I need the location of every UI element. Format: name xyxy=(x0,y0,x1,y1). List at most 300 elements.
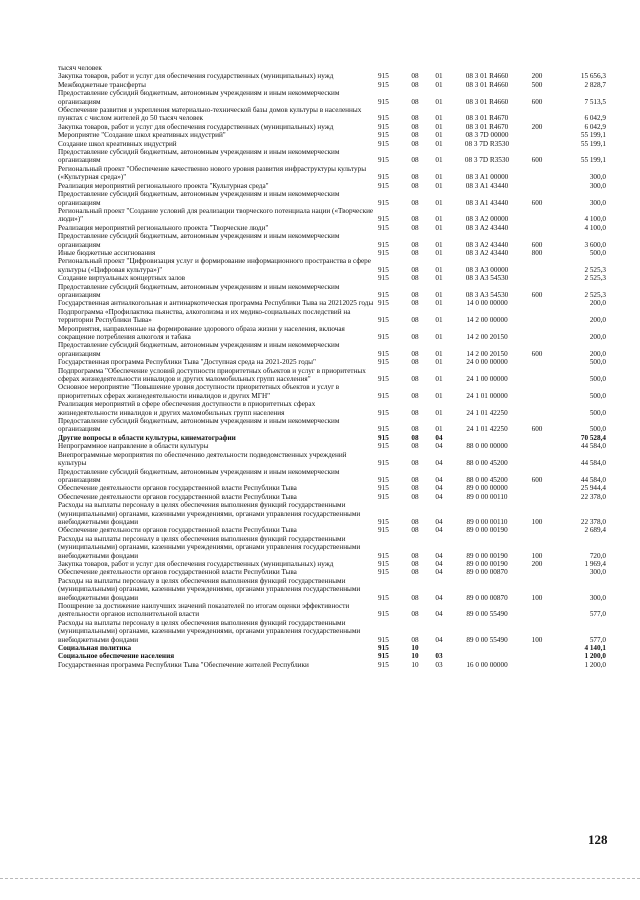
table-row xyxy=(58,417,606,434)
row-expense-type: 500 xyxy=(531,80,543,89)
row-gr-code: 915 xyxy=(378,660,389,669)
row-gr-code: 915 xyxy=(378,644,389,653)
table-row xyxy=(58,434,606,442)
table-row xyxy=(58,577,606,602)
row-amount: 300,0 xyxy=(589,593,606,602)
row-expense-type: 800 xyxy=(531,248,543,257)
row-target-article: 14 0 00 00000 xyxy=(466,299,508,308)
row-subsection-code: 01 xyxy=(435,215,443,224)
table-row xyxy=(58,131,606,139)
row-section-code: 08 xyxy=(411,198,419,207)
row-subsection-code: 04 xyxy=(435,475,443,484)
table-row xyxy=(58,501,606,526)
row-expense-type: 600 xyxy=(531,97,543,106)
row-gr-code: 915 xyxy=(378,223,389,232)
row-subsection-code: 04 xyxy=(435,442,443,451)
row-gr-code: 915 xyxy=(378,391,389,400)
row-name: Предоставление субсидий бюджетным, автономным учреждениям и иным некоммерческим организациям xyxy=(58,232,340,249)
row-amount: 200,0 xyxy=(589,299,606,308)
row-section-code: 10 xyxy=(411,652,419,661)
table-row xyxy=(58,190,606,207)
row-section-code: 08 xyxy=(411,526,419,535)
row-name: Предоставление субсидий бюджетным, автономным учреждениям и иным некоммерческим организациям xyxy=(58,417,340,434)
row-gr-code: 915 xyxy=(378,433,389,442)
row-amount: 2 525,3 xyxy=(584,290,606,299)
row-name: Закупка товаров, работ и услуг для обеспечения государственных (муниципальных) нужд xyxy=(58,72,334,81)
table-row xyxy=(58,89,606,106)
row-name: Предоставление субсидий бюджетным, автономным учреждениям и иным некоммерческим организациям xyxy=(58,282,340,299)
row-subsection-code: 04 xyxy=(435,526,443,535)
row-target-article: 89 0 00 00190 xyxy=(466,526,508,535)
row-name: Мероприятия, направленные на формирование здорового образа жизни у населения, включая сокращение потребления алкоголя и табака xyxy=(58,324,345,341)
row-subsection-code: 01 xyxy=(435,290,443,299)
row-section-code: 08 xyxy=(411,240,419,249)
row-amount: 15 656,3 xyxy=(580,72,606,81)
row-name: Обеспечение деятельности органов государственной власти Республики Тыва xyxy=(58,568,297,577)
row-subsection-code: 04 xyxy=(435,459,443,468)
row-amount: 200,0 xyxy=(589,349,606,358)
row-target-article: 24 1 00 00000 xyxy=(466,375,508,384)
row-target-article: 89 0 00 55490 xyxy=(466,610,508,619)
row-gr-code: 915 xyxy=(378,526,389,535)
row-amount: 577,0 xyxy=(589,635,606,644)
row-expense-type: 600 xyxy=(531,425,543,434)
row-amount: 2 525,3 xyxy=(584,274,606,283)
row-gr-code: 915 xyxy=(378,248,389,257)
row-expense-type: 100 xyxy=(531,593,543,602)
table-row xyxy=(58,308,606,325)
row-amount: 70 528,4 xyxy=(580,433,606,442)
row-target-article: 89 0 00 00110 xyxy=(466,492,508,501)
row-gr-code: 915 xyxy=(378,652,389,661)
table-row xyxy=(58,106,606,123)
row-section-code: 08 xyxy=(411,459,419,468)
table-row xyxy=(58,652,606,660)
table-row xyxy=(58,148,606,165)
row-target-article: 24 1 01 00000 xyxy=(466,391,508,400)
row-section-code: 08 xyxy=(411,248,419,257)
table-row xyxy=(58,140,606,148)
table-row xyxy=(58,619,606,644)
row-name: тысяч человек xyxy=(58,64,102,72)
row-expense-type: 600 xyxy=(531,198,543,207)
row-target-article: 89 0 00 00870 xyxy=(466,593,508,602)
row-amount: 2 828,7 xyxy=(584,80,606,89)
row-amount: 500,0 xyxy=(589,391,606,400)
row-amount: 300,0 xyxy=(589,568,606,577)
row-gr-code: 915 xyxy=(378,442,389,451)
row-section-code: 08 xyxy=(411,517,419,526)
row-target-article: 24 1 01 42250 xyxy=(466,408,508,417)
row-gr-code: 915 xyxy=(378,559,389,568)
row-subsection-code: 01 xyxy=(435,114,443,123)
row-name: Реализация мероприятий регионального проекта "Культурная среда" xyxy=(58,181,269,190)
row-target-article: 89 0 00 00190 xyxy=(466,551,508,560)
table-row xyxy=(58,442,606,450)
row-subsection-code: 01 xyxy=(435,72,443,81)
row-section-code: 08 xyxy=(411,114,419,123)
row-name: Расходы на выплаты персоналу в целях обеспечения выполнения функций государственными (муниципальными) органами, казенными учреждениями, органами управления государственными внебюджетными фондами xyxy=(58,501,361,526)
row-section-code: 08 xyxy=(411,139,419,148)
row-target-article: 24 0 00 00000 xyxy=(466,358,508,367)
row-subsection-code: 01 xyxy=(435,80,443,89)
table-row xyxy=(58,367,606,384)
row-amount: 6 042,9 xyxy=(584,114,606,123)
table-row xyxy=(58,283,606,300)
row-section-code: 08 xyxy=(411,215,419,224)
row-gr-code: 915 xyxy=(378,97,389,106)
row-name: Региональный проект "Создание условий для реализации творческого потенциала нации («Творческие люди»)" xyxy=(58,206,374,224)
budget-table xyxy=(58,64,606,669)
row-expense-type: 200 xyxy=(531,72,543,81)
row-target-article: 08 3 A3 54530 xyxy=(465,274,509,283)
row-amount: 44 584,0 xyxy=(580,459,606,468)
row-expense-type: 200 xyxy=(531,122,543,131)
row-target-article: 89 0 00 00870 xyxy=(466,568,508,577)
row-name: Основное мероприятие "Повышение уровня доступности приоритетных объектов и услуг в приоритетных сферах жизнедеятельности инвалидов и других МГН" xyxy=(58,383,340,400)
table-row xyxy=(58,526,606,534)
row-name: Иные бюджетные ассигнования xyxy=(58,248,156,257)
row-amount: 300,0 xyxy=(589,173,606,182)
row-section-code: 08 xyxy=(411,375,419,384)
row-name: Предоставление субсидий бюджетным, автономным учреждениям и иным некоммерческим организациям xyxy=(58,341,340,358)
row-amount: 1 200,0 xyxy=(584,660,606,669)
row-name: Непрограммное направление в области культуры xyxy=(58,442,209,451)
row-amount: 300,0 xyxy=(589,181,606,190)
row-target-article: 14 2 00 20150 xyxy=(466,333,508,341)
table-row xyxy=(58,299,606,307)
row-subsection-code: 04 xyxy=(435,484,443,493)
row-gr-code: 915 xyxy=(378,198,389,207)
page-number: 128 xyxy=(588,832,608,847)
row-gr-code: 915 xyxy=(378,375,389,384)
row-name: Предоставление субсидий бюджетным, автономным учреждениям и иным некоммерческим организациям xyxy=(58,148,340,165)
table-row xyxy=(58,468,606,485)
row-section-code: 08 xyxy=(411,358,419,367)
row-amount: 25 944,4 xyxy=(580,484,606,493)
row-target-article: 08 3 A1 43440 xyxy=(465,181,509,190)
row-gr-code: 915 xyxy=(378,358,389,367)
table-row xyxy=(58,165,606,182)
row-subsection-code: 04 xyxy=(435,610,443,619)
row-subsection-code: 01 xyxy=(435,122,443,131)
row-name: Обеспечение деятельности органов государственной власти Республики Тыва xyxy=(58,492,297,501)
row-section-code: 08 xyxy=(411,265,419,274)
row-amount: 500,0 xyxy=(589,375,606,384)
row-name: Реализация мероприятий в сфере обеспечения доступности в приоритетных сферах жизнедеятельности инвалидов и других маломобильных групп населения xyxy=(58,400,316,417)
row-target-article: 08 3 01 R4670 xyxy=(465,122,509,131)
table-row xyxy=(58,232,606,249)
table-row xyxy=(58,249,606,257)
row-section-code: 08 xyxy=(411,333,419,341)
row-subsection-code: 04 xyxy=(435,635,443,644)
row-section-code: 08 xyxy=(411,131,419,140)
row-name: Предоставление субсидий бюджетным, автономным учреждениям и иным некоммерческим организациям xyxy=(58,89,340,106)
row-gr-code: 915 xyxy=(378,72,389,81)
row-section-code: 08 xyxy=(411,475,419,484)
row-gr-code: 915 xyxy=(378,568,389,577)
row-subsection-code: 04 xyxy=(435,568,443,577)
row-section-code: 08 xyxy=(411,181,419,190)
row-name: Региональный проект "Обеспечение качественно нового уровня развития инфраструктуры культуры («Культурная среда»)" xyxy=(58,164,367,182)
row-target-article: 14 2 00 00000 xyxy=(466,316,508,325)
row-gr-code: 915 xyxy=(378,156,389,165)
table-row xyxy=(58,451,606,468)
row-subsection-code: 04 xyxy=(435,593,443,602)
row-target-article: 88 0 00 45200 xyxy=(466,459,508,468)
row-subsection-code: 01 xyxy=(435,375,443,384)
row-section-code: 08 xyxy=(411,156,419,165)
row-target-article: 08 3 A2 43440 xyxy=(465,223,509,232)
row-target-article: 88 0 00 45200 xyxy=(466,475,508,484)
row-target-article: 24 1 01 42250 xyxy=(466,425,508,434)
row-section-code: 10 xyxy=(411,644,419,653)
row-target-article: 08 3 7D R3530 xyxy=(464,156,510,165)
row-name: Расходы на выплаты персоналу в целях обеспечения выполнения функций государственными (муниципальными) органами, казенными учреждениями, органами управления государственными внебюджетными фондами xyxy=(58,534,361,560)
row-section-code: 08 xyxy=(411,72,419,81)
row-name: Закупка товаров, работ и услуг для обеспечения государственных (муниципальных) нужд xyxy=(58,559,334,568)
row-section-code: 08 xyxy=(411,316,419,325)
table-row xyxy=(58,341,606,358)
row-gr-code: 915 xyxy=(378,316,389,325)
row-subsection-code: 01 xyxy=(435,349,443,358)
row-target-article: 08 3 7D R3530 xyxy=(464,139,510,148)
row-amount: 55 199,1 xyxy=(580,156,606,165)
row-section-code: 08 xyxy=(411,425,419,434)
row-section-code: 08 xyxy=(411,173,419,182)
row-subsection-code: 01 xyxy=(435,97,443,106)
row-target-article: 89 0 00 00110 xyxy=(466,517,508,526)
row-gr-code: 915 xyxy=(378,475,389,484)
table-row xyxy=(58,493,606,501)
row-gr-code: 915 xyxy=(378,114,389,123)
table-row xyxy=(58,358,606,366)
row-target-article: 89 0 00 00000 xyxy=(466,484,508,493)
row-name: Государственная программа Республики Тыва "Обеспечение жителей Республики xyxy=(58,660,309,669)
row-gr-code: 915 xyxy=(378,551,389,560)
row-amount: 1 200,0 xyxy=(584,652,606,661)
table-row xyxy=(58,400,606,417)
row-subsection-code: 01 xyxy=(435,316,443,325)
row-section-code: 08 xyxy=(411,80,419,89)
row-section-code: 08 xyxy=(411,593,419,602)
row-expense-type: 600 xyxy=(531,240,543,249)
row-subsection-code: 01 xyxy=(435,156,443,165)
row-subsection-code: 01 xyxy=(435,274,443,283)
row-section-code: 08 xyxy=(411,391,419,400)
footer-rule xyxy=(0,878,640,879)
row-name: Социальное обеспечение населения xyxy=(58,652,175,661)
row-section-code: 08 xyxy=(411,484,419,493)
row-subsection-code: 04 xyxy=(435,517,443,526)
row-amount: 500,0 xyxy=(589,248,606,257)
row-amount: 2 525,3 xyxy=(584,265,606,274)
row-name: Расходы на выплаты персоналу в целях обеспечения выполнения функций государственными (муниципальными) органами, казенными учреждениями, органами управления государственными внебюджетными фондами xyxy=(58,576,361,602)
row-subsection-code: 01 xyxy=(435,391,443,400)
row-section-code: 10 xyxy=(411,660,419,669)
row-gr-code: 915 xyxy=(378,492,389,501)
table-row xyxy=(58,224,606,232)
row-amount: 500,0 xyxy=(589,358,606,367)
row-target-article: 08 3 A2 43440 xyxy=(465,248,509,257)
row-gr-code: 915 xyxy=(378,610,389,619)
row-gr-code: 915 xyxy=(378,240,389,249)
row-gr-code: 915 xyxy=(378,349,389,358)
row-gr-code: 915 xyxy=(378,593,389,602)
row-name: Создание школ креативных индустрий xyxy=(58,139,177,148)
row-subsection-code: 04 xyxy=(435,559,443,568)
table-row xyxy=(58,123,606,131)
row-amount: 577,0 xyxy=(589,610,606,619)
table-row xyxy=(58,64,606,72)
row-gr-code: 915 xyxy=(378,290,389,299)
row-name: Государственная программа Республики Тыва "Доступная среда на 2021-2025 годы" xyxy=(58,358,316,367)
row-name: Обеспечение деятельности органов государственной власти Республики Тыва xyxy=(58,526,297,535)
row-amount: 2 689,4 xyxy=(584,526,606,535)
row-section-code: 08 xyxy=(411,97,419,106)
table-row xyxy=(58,568,606,576)
row-name: Предоставление субсидий бюджетным, автономным учреждениям и иным некоммерческим организациям xyxy=(58,467,340,484)
row-amount: 22 378,0 xyxy=(580,517,606,526)
row-subsection-code: 01 xyxy=(435,358,443,367)
row-amount: 6 042,9 xyxy=(584,122,606,131)
row-section-code: 08 xyxy=(411,635,419,644)
row-amount: 44 584,0 xyxy=(580,442,606,451)
row-section-code: 08 xyxy=(411,274,419,283)
table-row xyxy=(58,72,606,80)
row-amount: 500,0 xyxy=(589,408,606,417)
row-target-article: 08 3 A1 00000 xyxy=(465,173,509,182)
row-amount: 55 199,1 xyxy=(580,139,606,148)
row-name: Внепрограммные мероприятия по обеспечению деятельности подведомственных учреждений культуры xyxy=(58,450,347,468)
row-name: Поощрение за достижение наилучших значений показателей по итогам оценки эффективности деятельности органов исполнительной власти xyxy=(58,602,350,619)
table-row xyxy=(58,383,606,400)
row-name: Обеспечение развития и укрепления материально-технической базы домов культуры в населенных пунктах с числом жителей до 50 тысяч человек xyxy=(58,106,362,123)
row-target-article: 08 3 01 R4670 xyxy=(465,114,509,123)
row-subsection-code: 01 xyxy=(435,408,443,417)
row-section-code: 08 xyxy=(411,492,419,501)
row-amount: 7 513,5 xyxy=(584,97,606,106)
row-expense-type: 100 xyxy=(531,635,543,644)
row-target-article: 08 3 A2 00000 xyxy=(465,215,509,224)
row-gr-code: 915 xyxy=(378,425,389,434)
row-gr-code: 915 xyxy=(378,173,389,182)
row-amount: 3 600,0 xyxy=(584,240,606,249)
row-name: Расходы на выплаты персоналу в целях обеспечения выполнения функций государственными (муниципальными) органами, казенными учреждениями, органами управления государственными внебюджетными фондами xyxy=(58,618,361,644)
row-gr-code: 915 xyxy=(378,122,389,131)
row-target-article: 08 3 A2 43440 xyxy=(465,240,509,249)
row-subsection-code: 01 xyxy=(435,248,443,257)
row-gr-code: 915 xyxy=(378,408,389,417)
row-section-code: 08 xyxy=(411,223,419,232)
table-row xyxy=(58,325,606,342)
row-section-code: 08 xyxy=(411,349,419,358)
row-gr-code: 915 xyxy=(378,333,389,341)
row-amount: 55 199,1 xyxy=(580,131,606,140)
row-subsection-code: 01 xyxy=(435,139,443,148)
row-name: Закупка товаров, работ и услуг для обеспечения государственных (муниципальных) нужд xyxy=(58,122,334,131)
row-target-article: 89 0 00 55490 xyxy=(466,635,508,644)
row-name: Другие вопросы в области культуры, кинематографии xyxy=(58,433,236,442)
row-subsection-code: 01 xyxy=(435,333,443,341)
row-subsection-code: 01 xyxy=(435,181,443,190)
row-subsection-code: 01 xyxy=(435,131,443,140)
row-name: Мероприятие "Создание школ креативных индустрий" xyxy=(58,131,226,140)
row-section-code: 08 xyxy=(411,442,419,451)
row-amount: 4 100,0 xyxy=(584,215,606,224)
row-name: Реализация мероприятий регионального проекта "Творческие люди" xyxy=(58,223,269,232)
row-section-code: 08 xyxy=(411,568,419,577)
row-subsection-code: 04 xyxy=(435,433,443,442)
row-amount: 200,0 xyxy=(589,333,606,341)
row-target-article: 08 3 01 R4660 xyxy=(465,80,509,89)
row-amount: 720,0 xyxy=(589,551,606,560)
table-row xyxy=(58,535,606,560)
row-expense-type: 600 xyxy=(531,349,543,358)
table-row xyxy=(58,81,606,89)
row-gr-code: 915 xyxy=(378,299,389,308)
table-row xyxy=(58,602,606,619)
row-section-code: 08 xyxy=(411,433,419,442)
row-target-article: 16 0 00 00000 xyxy=(466,660,508,669)
row-expense-type: 100 xyxy=(531,551,543,560)
row-subsection-code: 01 xyxy=(435,173,443,182)
table-row xyxy=(58,257,606,274)
row-target-article: 88 0 00 00000 xyxy=(466,442,508,451)
row-name: Региональный проект "Цифровизация услуг и формирование информационного пространства в сфере культуры («Цифровая культура»)" xyxy=(58,257,371,274)
row-section-code: 08 xyxy=(411,290,419,299)
row-expense-type: 100 xyxy=(531,517,543,526)
row-subsection-code: 01 xyxy=(435,425,443,434)
row-name: Государственная антиалкогольная и антинаркотическая программа Республики Тыва на 20212025 годы xyxy=(58,299,374,308)
row-gr-code: 915 xyxy=(378,181,389,190)
row-section-code: 08 xyxy=(411,551,419,560)
row-amount: 44 584,0 xyxy=(580,475,606,484)
row-subsection-code: 01 xyxy=(435,240,443,249)
row-gr-code: 915 xyxy=(378,215,389,224)
table-row xyxy=(58,644,606,652)
row-expense-type: 200 xyxy=(531,559,543,568)
row-name: Создание виртуальных концертных залов xyxy=(58,274,186,283)
row-section-code: 08 xyxy=(411,408,419,417)
row-target-article: 08 3 01 R4660 xyxy=(465,72,509,81)
row-expense-type: 600 xyxy=(531,475,543,484)
row-subsection-code: 03 xyxy=(435,652,443,661)
table-row xyxy=(58,484,606,492)
row-gr-code: 915 xyxy=(378,517,389,526)
row-target-article: 08 3 A3 00000 xyxy=(465,265,509,274)
row-gr-code: 915 xyxy=(378,635,389,644)
row-gr-code: 915 xyxy=(378,484,389,493)
row-name: Социальная политика xyxy=(58,644,132,653)
row-section-code: 08 xyxy=(411,559,419,568)
row-name: Обеспечение деятельности органов государственной власти Республики Тыва xyxy=(58,484,297,493)
table-row xyxy=(58,661,606,669)
table-row xyxy=(58,207,606,224)
row-section-code: 08 xyxy=(411,610,419,619)
row-gr-code: 915 xyxy=(378,80,389,89)
row-subsection-code: 03 xyxy=(435,660,443,669)
row-subsection-code: 01 xyxy=(435,299,443,308)
row-section-code: 08 xyxy=(411,299,419,308)
row-name: Подпрограмма «Профилактика пьянства, алкоголизма и их медико-социальных последствий на территории Республики Тыва» xyxy=(58,307,351,325)
row-subsection-code: 01 xyxy=(435,265,443,274)
row-subsection-code: 04 xyxy=(435,551,443,560)
row-target-article: 08 3 01 R4660 xyxy=(465,97,509,106)
row-gr-code: 915 xyxy=(378,131,389,140)
row-name: Подпрограмма "Обеспечение условий доступности приоритетных объектов и услуг в приоритетных сферах жизнедеятельности инвалидов и других маломобильных групп населения" xyxy=(58,366,366,384)
row-subsection-code: 01 xyxy=(435,198,443,207)
